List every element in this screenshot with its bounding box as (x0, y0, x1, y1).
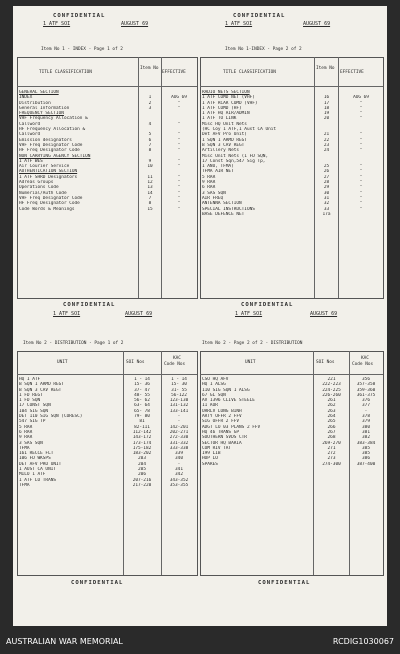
distribution-kac-cell: 133-141 (169, 408, 189, 414)
distribution-unit-cell: SOUTHERN SVDS CTR (202, 435, 247, 441)
distribution-soi-cell: 37- 47 (134, 387, 150, 393)
index-title-cell: FREQUENCY SECTION (19, 111, 64, 117)
distribution-kac-cell: 343-352 (169, 477, 189, 483)
distribution-kac-cell: 56-122 (171, 392, 187, 398)
top-left-ref: 1 ATF SOI (43, 21, 71, 27)
top-left-item-title: Item No 1 - INDEX - Page 1 of 2 (41, 47, 123, 52)
index-effective-cell: " (177, 164, 181, 170)
index-item-no-cell: 12 (147, 180, 153, 186)
distribution-unit-cell: 104 SIG SQN (19, 408, 49, 414)
distribution-unit-cell: B SQN 3 CAV REGT (19, 387, 62, 393)
distribution-unit-cell: URRLV LONG BINH (202, 408, 242, 414)
distribution-unit-cell: 9 RAR (19, 435, 33, 441)
index-title-cell: 1 ATF RCAR COMD (VHF) (202, 100, 258, 106)
mid-right-ref: 1 ATF SOI (235, 311, 263, 317)
distribution-soi-cell: 1 - 14 (134, 377, 150, 382)
distribution-unit-cell: AV 1396 CLIVE STEELE (202, 398, 255, 404)
index-effective-cell: " (177, 201, 181, 207)
index-title-cell: VHF Freq Designator Code (19, 142, 83, 148)
bottom-left-item-title: Item No 2 - DISTRIBUTION - Page 1 of 2 (23, 341, 124, 346)
distribution-unit-cell: 199 LIB (202, 451, 221, 457)
bottom-right-th-unit: UNIT (245, 360, 256, 365)
bottom-right-units (202, 377, 312, 467)
top-left-th-effective: EFFECTIVE (162, 70, 186, 75)
index-title-cell: TFMA AIR NET (202, 169, 234, 175)
distribution-kac-cell: 333-338 (169, 445, 189, 451)
index-effective-cell: " (359, 169, 363, 175)
distribution-unit-cell: 1 FD SQN (19, 398, 41, 404)
index-title-cell: 5 RAR (202, 174, 216, 180)
distribution-soi-cell: 81 (139, 419, 145, 425)
distribution-soi-cell: 265 (327, 419, 336, 425)
distribution-soi-cell: 274-300 (322, 461, 341, 467)
distribution-kac-cell: 359-360 (356, 387, 376, 393)
top-left-th-item: Item No (140, 66, 159, 71)
archive-caption-left: AUSTRALIAN WAR MEMORIAL (6, 637, 123, 646)
distribution-unit-cell: ARTY OFFR 2 FFV (202, 414, 242, 420)
index-title-cell: 1 ATF COMD (HF) (202, 105, 242, 111)
distribution-unit-cell: 1 AUST CA UNIT (19, 467, 57, 473)
top-right-item-numbers (316, 90, 337, 217)
distribution-soi-cell: 63- 64 (134, 403, 150, 409)
index-effective-cell: " (359, 180, 363, 186)
distribution-soi-cell: 271 (327, 445, 336, 451)
index-title-cell: RADIO NETS SECTION (202, 90, 250, 95)
index-effective-cell: " (177, 137, 181, 143)
index-effective-cell: " (359, 164, 363, 170)
top-left-date: AUGUST 69 (121, 21, 149, 27)
index-item-no-cell: 14 (147, 190, 153, 196)
distribution-soi-cell: 226-260 (322, 392, 341, 398)
distribution-kac-cell: 353-355 (169, 482, 189, 488)
index-title-cell: General Information (19, 105, 70, 111)
distribution-soi-cell: 264 (327, 414, 336, 420)
index-title-cell: 6 RAR (202, 185, 216, 191)
distribution-unit-cell: B SQN 1 ARMD REGT (19, 382, 64, 388)
index-item-no-cell: 29 (323, 185, 330, 191)
distribution-kac-cell: 377 (362, 403, 370, 409)
distribution-kac-cell: - (177, 419, 181, 425)
archive-caption-bar (0, 628, 400, 654)
distribution-unit-cell: 5 RAR (19, 424, 33, 430)
index-effective-cell: " (359, 185, 363, 191)
distribution-unit-cell: 161 RECCE FLT (19, 451, 54, 457)
index-item-no-cell: 30 (323, 190, 330, 196)
index-title-cell: AIR FREQ (202, 195, 224, 201)
index-item-no-cell: 27 (323, 174, 330, 180)
distribution-kac-cell: 342 (175, 472, 183, 478)
distribution-kac-cell: 202-271 (169, 429, 189, 435)
index-item-no-cell: 8 (148, 148, 152, 154)
index-effective-cell: " (177, 195, 181, 201)
index-title-cell: NON CARRYING AGENCY SECTION (19, 153, 91, 159)
index-title-cell: GENERAL SECTION (19, 90, 59, 95)
index-effective-cell: " (359, 206, 363, 212)
mid-left-confidential: CONFIDENTIAL (63, 302, 116, 308)
distribution-unit-cell: 67 GL SQN (202, 392, 226, 398)
index-title-cell: Adreas Groups (19, 180, 54, 186)
index-item-no-cell: 13 (147, 185, 153, 191)
distribution-soi-cell: 173-174 (132, 440, 152, 446)
index-item-no-cell: 4 (148, 121, 152, 127)
bottom-left-th-kac: KAC (173, 356, 181, 361)
top-left-titles (19, 90, 137, 212)
index-title-cell: Operations Code (19, 185, 59, 191)
index-item-no-cell: 18 (323, 105, 330, 111)
index-effective-cell: " (177, 132, 181, 138)
distribution-soi-cell: 203 (138, 456, 146, 462)
index-item-no-cell: 1 (148, 95, 152, 101)
index-effective-cell: " (359, 190, 363, 196)
index-effective-cell: " (177, 100, 181, 106)
index-item-no-cell: 23 (323, 142, 330, 148)
index-effective-cell: " (177, 190, 181, 196)
distribution-unit-cell: ADGT LO 03 PLANS 2 FFV (202, 424, 261, 430)
distribution-kac-cell: 339 (175, 451, 183, 457)
bottom-left-th-unit: UNIT (57, 360, 68, 365)
top-right-th-item: Item No (316, 66, 335, 71)
mid-right-date: AUGUST 69 (310, 311, 338, 317)
index-effective-cell: " (177, 105, 181, 111)
bottom-right-kac (350, 377, 382, 467)
index-effective-cell: " (359, 100, 363, 106)
index-item-no-cell: 8 (148, 201, 152, 207)
index-item-no-cell: 9 (148, 158, 152, 164)
bottom-left-th-code: Code Nos (164, 362, 186, 367)
distribution-unit-cell: HQ 1 ATF (19, 377, 41, 382)
distribution-kac-cell: 361-375 (356, 392, 376, 398)
index-title-cell: Callword (19, 132, 41, 138)
distribution-kac-cell: 380 (362, 424, 370, 430)
bottom-left-soi (124, 377, 160, 488)
index-title-cell: Emission designators (19, 137, 72, 143)
distribution-kac-cell: 376 (362, 398, 370, 404)
bottom-left-kac (162, 377, 196, 488)
index-item-no-cell: 7 (148, 195, 152, 201)
distribution-soi-cell: 268 (327, 435, 336, 441)
index-title-cell: VHF Freq Designator Code (19, 195, 83, 201)
index-effective-cell: " (177, 121, 181, 127)
distribution-unit-cell: DET 110 SIG SQN (CORESC) (19, 414, 83, 420)
top-right-titles (202, 90, 313, 217)
index-effective-cell: " (177, 180, 181, 186)
distribution-kac-cell: 387-400 (356, 461, 376, 467)
distribution-soi-cell: 79- 80 (134, 414, 150, 420)
distribution-unit-cell: CSO HQ AFV (202, 377, 229, 382)
distribution-unit-cell: 110 SIG SQN 1 ALSG (202, 387, 250, 393)
top-left-confidential: CONFIDENTIAL (53, 13, 106, 19)
bottom-left-units (19, 377, 122, 488)
bottom-right-th-code: Code Nos (352, 362, 374, 367)
distribution-kac-cell: 15- 30 (171, 382, 187, 388)
top-left-effective (163, 90, 195, 212)
index-item-no-cell: 19 (323, 111, 330, 117)
top-left-th-title: TITLE CLASSIFICATION (39, 70, 92, 75)
distribution-kac-cell: 123-130 (169, 398, 189, 404)
index-effective-cell: AUG 69 (171, 95, 187, 101)
distribution-soi-cell: 222-223 (322, 382, 341, 388)
distribution-soi-cell: 204 (138, 461, 146, 467)
index-effective-cell: " (359, 132, 363, 138)
distribution-kac-cell: 357-358 (356, 382, 376, 388)
index-title-cell: 1 ATF COMD NET (VHF) (202, 95, 255, 101)
distribution-unit-cell: MILO 1 ATF (19, 472, 46, 478)
distribution-unit-cell: COM RIV TAT (202, 445, 232, 451)
distribution-soi-cell: 224-225 (322, 387, 341, 393)
distribution-kac-cell: 379 (362, 419, 370, 425)
index-effective-cell: " (177, 142, 181, 148)
distribution-unit-cell: TFMA (19, 482, 30, 488)
distribution-kac-cell: - (177, 414, 181, 420)
distribution-soi-cell: 272 (327, 451, 336, 457)
top-right-confidential: CONFIDENTIAL (233, 13, 286, 19)
index-item-no-cell: 11 (147, 174, 153, 180)
index-effective-cell: " (359, 174, 363, 180)
index-item-no-cell: 25 (323, 164, 330, 170)
index-item-no-cell: 5 (148, 132, 152, 138)
index-title-cell: Distribution (19, 100, 51, 106)
distribution-unit-cell: 6 RAR (19, 429, 33, 435)
distribution-soi-cell: 207-216 (132, 477, 152, 483)
index-title-cell: HF Freq Designator Code (19, 201, 80, 207)
index-item-no-cell: 32 (323, 201, 330, 207)
index-title-cell: 9 RAR (202, 180, 216, 186)
distribution-unit-cell: TFMA (19, 445, 30, 451)
index-item-no-cell: 22 (323, 137, 330, 143)
index-title-cell: Air Courier Service (19, 164, 70, 170)
distribution-unit-cell: 106 FD WKSPS (19, 456, 51, 462)
distribution-unit-cell: SECTOR HQ BARIA (202, 440, 242, 446)
distribution-kac-cell: - (364, 408, 368, 414)
index-item-no-cell: 17 (323, 100, 330, 106)
index-title-cell: AUTHENTICATION SECTION (19, 169, 78, 175)
distribution-kac-cell: - (177, 461, 181, 467)
index-effective-cell: " (359, 105, 363, 111)
index-title-cell: HF Frequency Allocation & (19, 127, 86, 133)
index-item-no-cell: 2 (148, 100, 152, 106)
index-effective-cell: " (177, 206, 181, 212)
index-title-cell: Artillery Nets (202, 148, 240, 154)
index-effective-cell: " (177, 158, 181, 164)
index-effective-cell: " (359, 201, 363, 207)
document-page (13, 6, 387, 626)
index-effective-cell: " (177, 174, 181, 180)
index-title-cell: Callword (19, 121, 41, 127)
index-item-no-cell: 6 (148, 137, 152, 143)
distribution-kac-cell: 142-201 (169, 424, 189, 430)
bottom-right-soi (314, 377, 349, 467)
distribution-unit-cell: 1 ATF LO TRANS (19, 477, 57, 483)
index-effective-cell: " (177, 148, 181, 154)
distribution-soi-cell: 266 (327, 424, 336, 430)
index-item-no-cell: 31 (323, 195, 330, 201)
index-title-cell: SPECIAL INSTRUCTIONS (202, 206, 255, 212)
distribution-unit-cell: SIG OFFR 2 FFV (202, 419, 240, 425)
index-title-cell: VHF Frequency Allocation & (19, 116, 88, 122)
distribution-kac-cell: 381 (362, 429, 370, 435)
mid-left-ref: 1 ATF SOI (53, 311, 81, 317)
top-right-th-title: TITLE CLASSIFICATION (223, 70, 276, 75)
distribution-kac-cell: 382 (362, 435, 370, 441)
index-effective-cell: AUG 69 (353, 95, 369, 101)
top-right-th-effective: EFFECTIVE (340, 70, 364, 75)
distribution-unit-cell: SPARES (202, 461, 218, 467)
footer-right-confidential: CONFIDENTIAL (258, 580, 311, 586)
index-effective-cell: " (177, 185, 181, 191)
index-item-no-cell: 3 (148, 105, 152, 111)
index-item-no-cell: 20 (323, 116, 330, 122)
distribution-soi-cell: 217-220 (132, 482, 152, 488)
distribution-unit-cell: 547 SIG TP (19, 419, 46, 425)
distribution-soi-cell: 175-182 (132, 445, 152, 451)
index-title-cell: 1 SQN 1 ARMD REGT (202, 137, 247, 143)
index-title-cell: Misc Unit Nets (1 FD SQN, (202, 153, 269, 159)
distribution-unit-cell: DET AFV PRO UNIT (19, 461, 62, 467)
index-item-no-cell: 33 (323, 206, 330, 212)
distribution-unit-cell: 11 AOR (202, 403, 218, 409)
index-effective-cell (340, 212, 382, 217)
index-item-no-cell: 28 (323, 180, 330, 186)
index-title-cell: (HC Coy 1 ATF,1 Aust CA Unit (202, 127, 277, 133)
bottom-right-item-title: Item No 2 - Page 2 of 2 - DISTRIBUTION (202, 341, 303, 346)
index-title-cell: B SQN 3 CAV REGT (202, 142, 245, 148)
top-right-item-title: Item No 1-INDEX - Page 2 of 2 (225, 47, 302, 52)
index-item-no-cell: 10 (147, 164, 153, 170)
distribution-unit-cell: HQ 46 TRANS GP (202, 429, 240, 435)
distribution-soi-cell: 262 (327, 403, 336, 409)
index-title-cell: 17 Const Sqn,547 Sig Tp, (202, 158, 266, 164)
distribution-soi-cell: 205 (138, 467, 146, 473)
distribution-kac-cell: 1 - 14 (171, 377, 187, 382)
top-right-effective (340, 90, 382, 217)
index-item-no-cell: 17a (322, 211, 331, 217)
distribution-soi-cell: 15- 36 (134, 382, 150, 388)
distribution-soi-cell: 267 (327, 429, 336, 435)
index-effective-cell: " (359, 142, 363, 148)
index-effective-cell: " (359, 148, 363, 154)
distribution-kac-cell: 341 (175, 467, 183, 473)
index-effective-cell: " (359, 195, 363, 201)
footer-left-confidential: CONFIDENTIAL (71, 580, 124, 586)
top-left-item-numbers (140, 90, 160, 212)
index-item-no-cell: 21 (323, 132, 330, 138)
distribution-kac-cell: 386 (362, 456, 370, 462)
bottom-right-th-soi: SOI Nos (316, 360, 335, 365)
distribution-unit-cell: HQ 1 ALSG (202, 382, 226, 388)
top-right-date: AUGUST 69 (303, 21, 331, 27)
index-title-cell: HF Freq Designator Code (19, 148, 80, 154)
index-title-cell: INDEX (19, 95, 33, 101)
index-effective-cell: " (359, 137, 363, 143)
distribution-soi-cell: 82-111 (134, 424, 150, 430)
distribution-soi-cell: 206 (138, 472, 146, 478)
index-item-no-cell: 16 (323, 95, 330, 101)
distribution-kac-cell: 385 (362, 451, 370, 457)
distribution-soi-cell: 48- 55 (134, 392, 150, 398)
distribution-unit-cell: HOP LO (202, 456, 218, 462)
distribution-unit-cell: 3 SAS SQN (19, 440, 43, 446)
bottom-left-th-soi: SOI Nos (126, 360, 145, 365)
index-title-cell: Det AFV Pro Unit) (202, 132, 247, 138)
distribution-soi-cell: 221 (327, 377, 336, 382)
archive-caption-right: RCDIG1030067 (332, 637, 394, 646)
distribution-soi-cell: 273 (327, 456, 336, 462)
distribution-soi-cell: 261 (327, 398, 336, 404)
mid-left-date: AUGUST 69 (125, 311, 153, 317)
distribution-soi-cell: 183-202 (132, 451, 152, 457)
mid-right-confidential: CONFIDENTIAL (241, 302, 294, 308)
distribution-kac-cell: 131-132 (169, 403, 189, 409)
index-item-no-cell: 15 (147, 206, 153, 212)
index-title-cell: 1 ATF WES (19, 158, 43, 164)
distribution-soi-cell: 143-172 (132, 435, 152, 441)
distribution-kac-cell: 340 (175, 456, 183, 462)
index-effective-cell: " (359, 116, 363, 122)
index-title-cell: 1 ATF SHRD Designators (19, 174, 78, 180)
distribution-kac-cell: 331-332 (169, 440, 189, 446)
distribution-kac-cell: 378 (362, 414, 370, 420)
distribution-unit-cell: 1 FD REGT (19, 392, 43, 398)
index-title-cell: 1 ATF HQ AIR/ADMIN (202, 111, 250, 117)
distribution-kac-cell: 356 (362, 377, 370, 382)
index-item-no-cell: 7 (148, 142, 152, 148)
index-effective-cell: " (359, 111, 363, 117)
distribution-soi-cell: 269-270 (322, 440, 341, 446)
index-title-cell: Misc HQ Unit Nets (202, 121, 247, 127)
index-item-no-cell: 24 (323, 148, 330, 154)
distribution-soi-cell: 263 (327, 408, 336, 414)
bottom-right-th-kac: KAC (361, 356, 369, 361)
distribution-soi-cell: 56- 62 (134, 398, 150, 404)
distribution-soi-cell: 112-142 (132, 429, 152, 435)
index-item-no-cell: 26 (323, 169, 330, 175)
index-title-cell: 1 ANU, TFMA) (202, 164, 234, 170)
distribution-unit-cell: 17 CONST SQN (19, 403, 51, 409)
index-title-cell: 1 ATF TO LINK (202, 116, 237, 122)
index-title-cell: 3 SAS SQN (202, 190, 226, 196)
index-title-cell: Numerial/Auth Code (19, 190, 67, 196)
index-title-cell: BASE DEFENCE NET (202, 211, 245, 217)
distribution-kac-cell: 385 (362, 445, 370, 451)
distribution-kac-cell: 383-384 (356, 440, 376, 446)
distribution-kac-cell: 31- 55 (171, 387, 187, 393)
distribution-kac-cell: 272-330 (169, 435, 189, 441)
top-right-ref: 1 ATF SOI (225, 21, 253, 27)
distribution-soi-cell: 65- 78 (134, 408, 150, 414)
index-title-cell: Code Words & Meanings (19, 206, 75, 212)
index-title-cell: ANTENNA SECTION (202, 201, 242, 207)
